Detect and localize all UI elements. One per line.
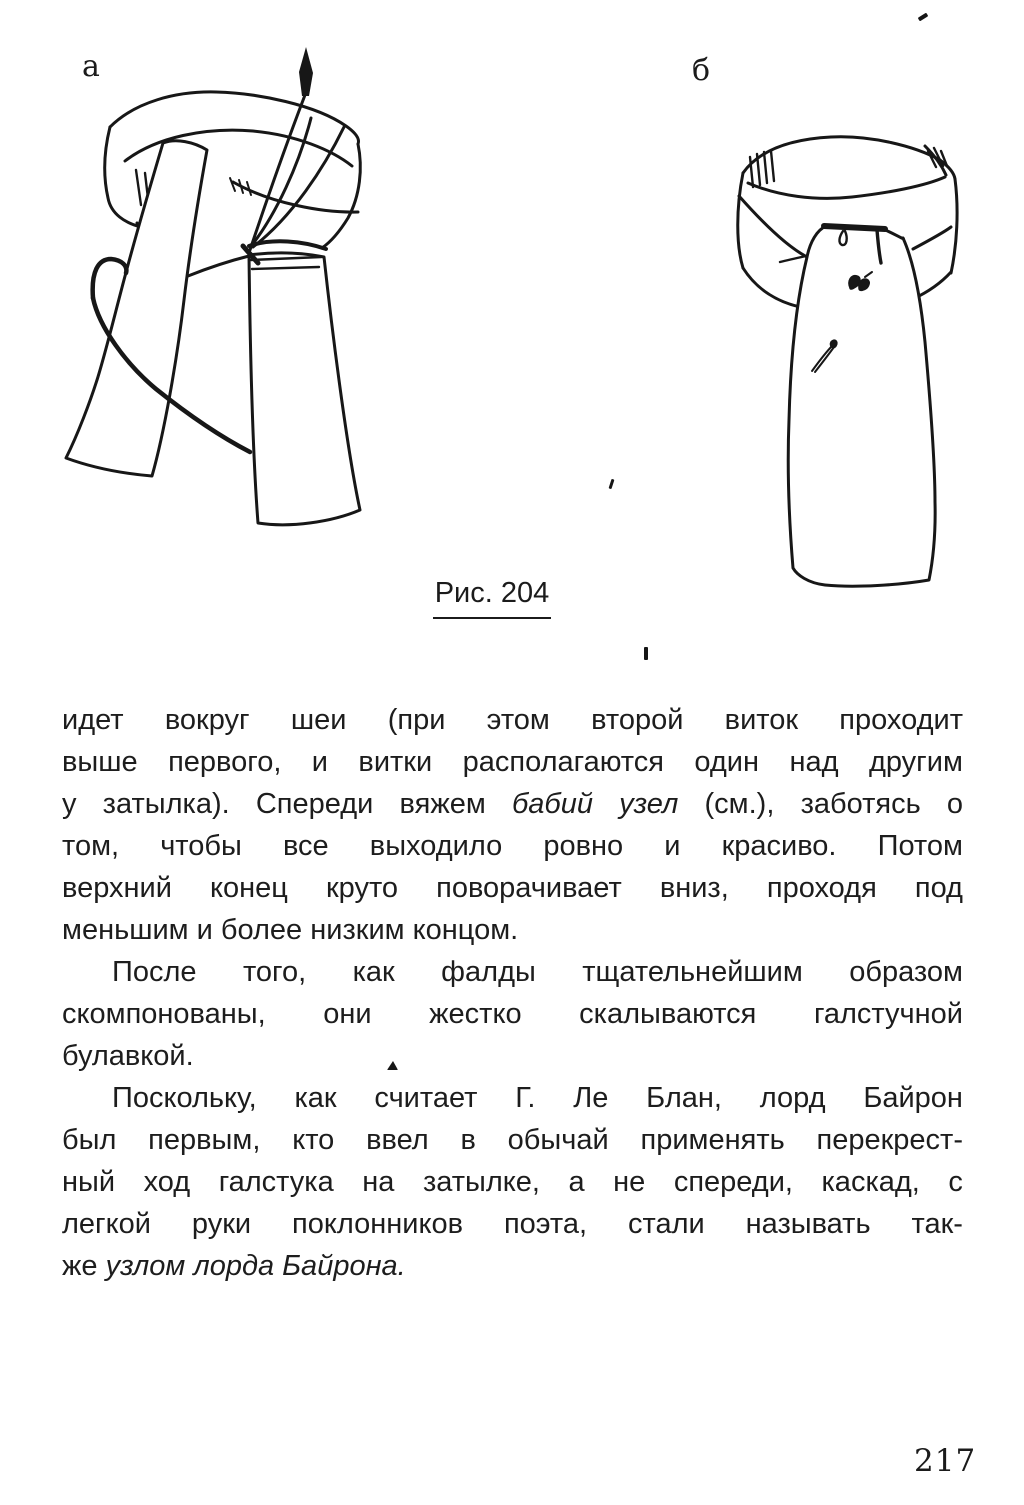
tie-knot-drawing-a <box>66 47 360 525</box>
text-line: же узлом лорда Байрона. <box>62 1250 406 1282</box>
figure-label-b: б <box>692 53 711 88</box>
text-line: был первым, кто ввел в обычай применять перекрест- <box>62 1124 963 1156</box>
page-number: 217 <box>914 1443 977 1479</box>
text-line: верхний конец круто поворачивает вниз, проходя под <box>62 872 963 904</box>
text-line: ный ход галстука на затылке, а не спереди, каскад, с <box>62 1166 963 1198</box>
text-line: Поскольку, как считает Г. Ле Блан, лорд Байрон <box>112 1082 963 1114</box>
tie-knot-drawing-b <box>738 137 957 586</box>
text-line: легкой руки поклонников поэта, стали называть так- <box>62 1208 963 1240</box>
text-line: После того, как фалды тщательнейшим образом <box>112 956 963 988</box>
figure-caption: Рис. 204 <box>433 577 551 619</box>
scan-speck <box>387 1061 398 1070</box>
scan-speck <box>644 647 648 660</box>
text-line: том, чтобы все выходило ровно и красиво. Потом <box>62 830 963 862</box>
text-line: булавкой. <box>62 1040 194 1072</box>
text-line: скомпонованы, они жестко скалываются галстучной <box>62 998 963 1030</box>
text-block <box>62 704 963 1292</box>
text-line: у затылка). Спереди вяжем бабий узел (см.), заботясь о <box>62 788 963 820</box>
text-line: меньшим и более низким концом. <box>62 914 519 946</box>
text-line: выше первого, и витки располагаются один над другим <box>62 746 963 778</box>
text-line: идет вокруг шеи (при этом второй виток проходит <box>62 704 963 736</box>
figure-label-a: а <box>82 49 100 84</box>
